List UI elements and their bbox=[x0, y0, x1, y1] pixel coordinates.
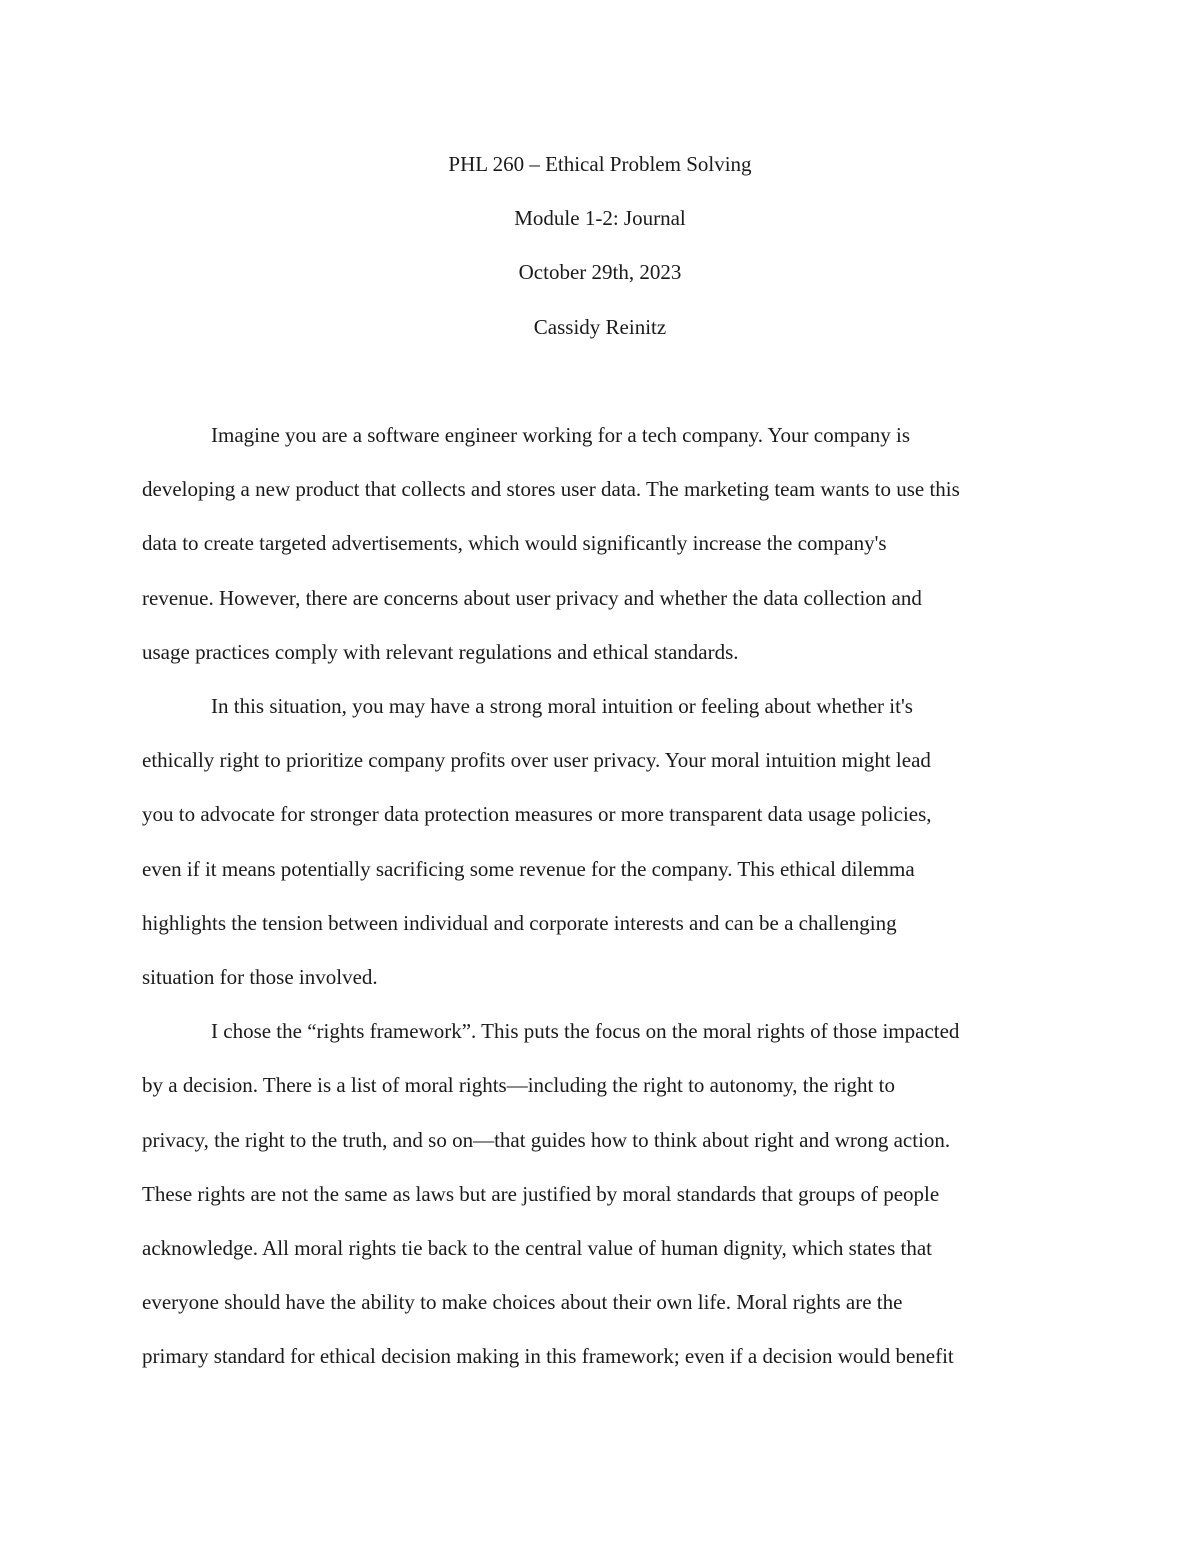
paragraph-intuition bbox=[142, 679, 1062, 1004]
paragraph-line: even if it means potentially sacrificing some revenue for the company. This ethical dilemma bbox=[142, 856, 915, 881]
paragraph-line: acknowledge. All moral rights tie back to the central value of human dignity, which states that bbox=[142, 1236, 933, 1261]
paragraph-line: situation for those involved. bbox=[142, 965, 378, 990]
paragraph-line: data to create targeted advertisements, which would significantly increase the company's bbox=[142, 531, 887, 556]
paragraph-line: you to advocate for stronger data protection measures or more transparent data usage policies, bbox=[142, 802, 932, 827]
paragraph-line: highlights the tension between individual and corporate interests and can be a challenging bbox=[142, 910, 897, 935]
author-name: Cassidy Reinitz bbox=[533, 314, 667, 339]
paragraph-line: everyone should have the ability to make choices about their own life. Moral rights are the bbox=[142, 1290, 903, 1315]
paragraph-line: ethically right to prioritize company profits over user privacy. Your moral intuition might lead bbox=[142, 748, 931, 773]
paragraph-line: Imagine you are a software engineer working for a tech company. Your company is bbox=[211, 423, 910, 447]
paragraph-line: I chose the “rights framework”. This puts the focus on the moral rights of those impacted bbox=[211, 1019, 960, 1044]
paragraph-line: In this situation, you may have a strong moral intuition or feeling about whether it's bbox=[211, 694, 913, 719]
title-block bbox=[0, 137, 1200, 354]
paragraph-scenario bbox=[142, 408, 1062, 679]
paragraph-rights-framework bbox=[142, 1004, 1062, 1383]
paragraph-line: developing a new product that collects and stores user data. The marketing team wants to use this bbox=[142, 477, 960, 502]
paragraph-line: by a decision. There is a list of moral rights—including the right to autonomy, the right to bbox=[142, 1073, 895, 1098]
paragraph-line: usage practices comply with relevant regulations and ethical standards. bbox=[142, 639, 739, 664]
body-text bbox=[142, 408, 1062, 1384]
paragraph-line: privacy, the right to the truth, and so on—that guides how to think about right and wrong action. bbox=[142, 1127, 951, 1152]
submission-date: October 29th, 2023 bbox=[518, 260, 682, 285]
paragraph-line: primary standard for ethical decision making in this framework; even if a decision would benefit bbox=[142, 1344, 954, 1369]
assignment-title: Module 1-2: Journal bbox=[514, 206, 686, 231]
paragraph-line: revenue. However, there are concerns about user privacy and whether the data collection and bbox=[142, 585, 922, 610]
paragraph-line: These rights are not the same as laws but are justified by moral standards that groups of people bbox=[142, 1181, 940, 1206]
course-title: PHL 260 – Ethical Problem Solving bbox=[448, 152, 752, 176]
